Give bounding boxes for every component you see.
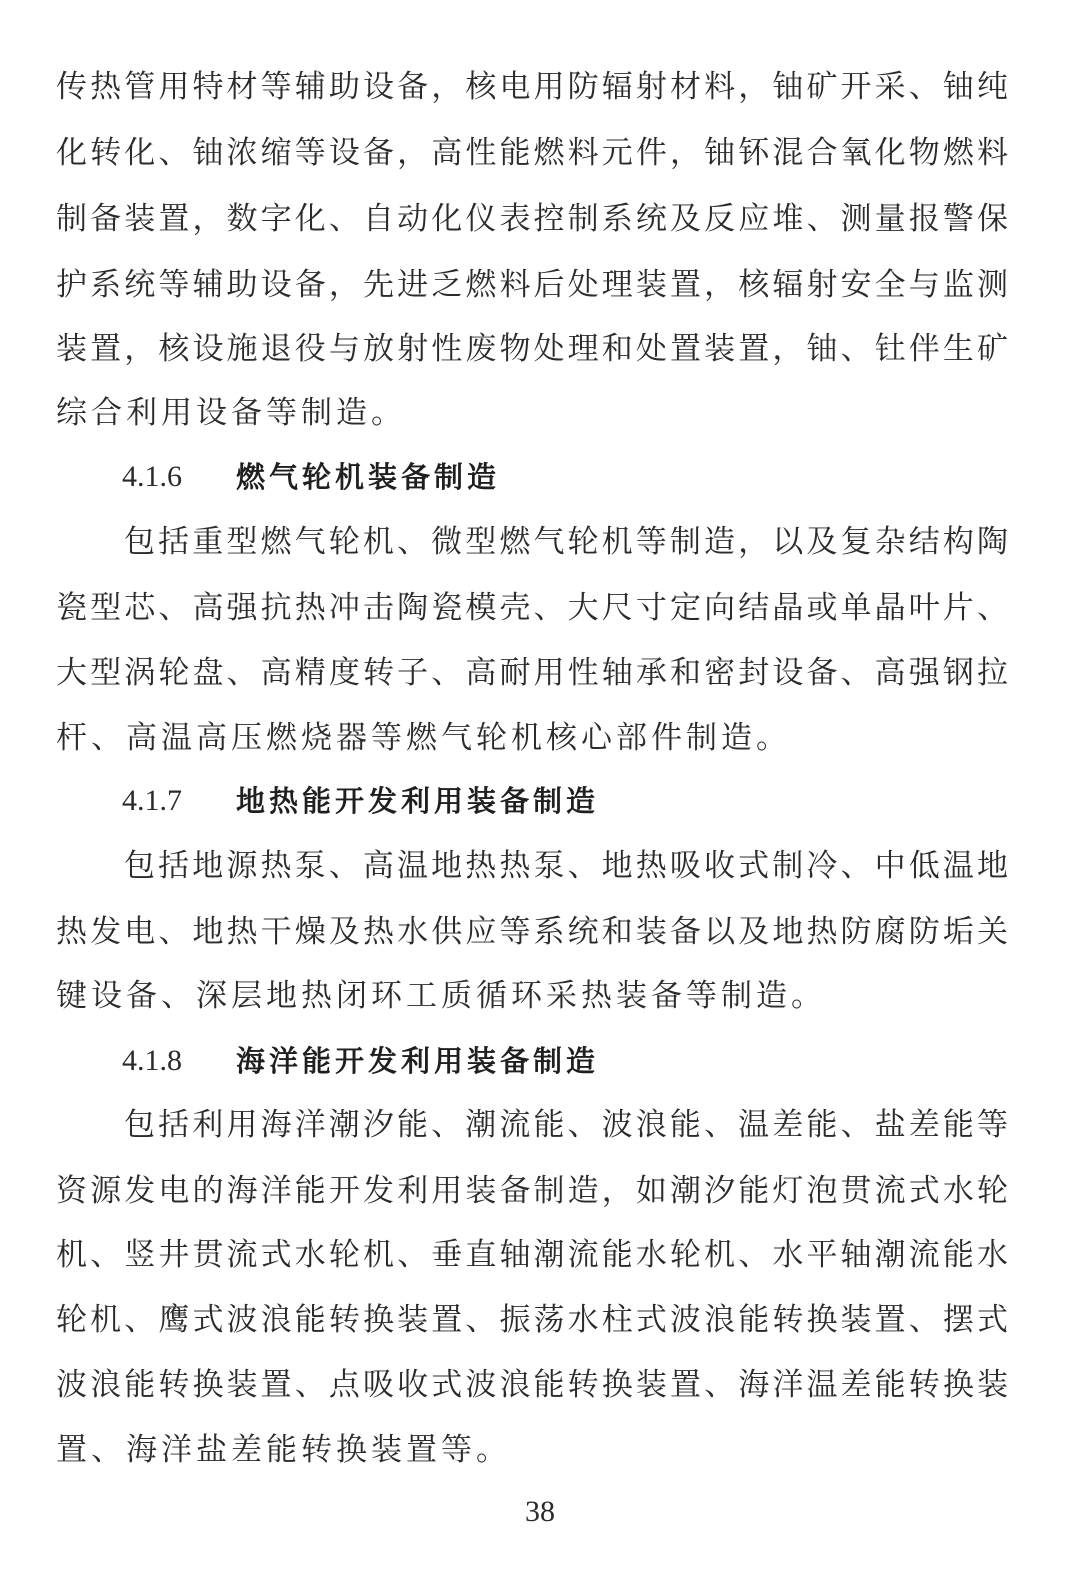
- section-number: 4.1.7: [122, 784, 182, 817]
- section-title: 地热能开发利用装备制造: [236, 784, 600, 818]
- paragraph-line: 制备装置，数字化、自动化仪表控制系统及反应堆、测量报警保: [56, 201, 1008, 237]
- paragraph-line: 传热管用特材等辅助设备，核电用防辐射材料，铀矿开采、铀纯: [56, 69, 1008, 105]
- paragraph-line: 包括重型燃气轮机、微型燃气轮机等制造，以及复杂结构陶: [124, 524, 1008, 560]
- paragraph-line: 波浪能转换装置、点吸收式波浪能转换装置、海洋温差能转换装: [56, 1367, 1008, 1403]
- paragraph-line: 机、竖井贯流式水轮机、垂直轴潮流能水轮机、水平轴潮流能水: [56, 1237, 1008, 1273]
- paragraph-line: 热发电、地热干燥及热水供应等系统和装备以及地热防腐防垢关: [56, 914, 1008, 950]
- paragraph-line: 轮机、鹰式波浪能转换装置、振荡水柱式波浪能转换装置、摆式: [56, 1302, 1008, 1338]
- paragraph-line: 大型涡轮盘、高精度转子、高耐用性轴承和密封设备、高强钢拉: [56, 655, 1008, 691]
- paragraph-line: 化转化、铀浓缩等设备，高性能燃料元件，铀钚混合氧化物燃料: [56, 135, 1008, 171]
- section-number: 4.1.6: [122, 460, 182, 493]
- section-number: 4.1.8: [122, 1044, 182, 1077]
- paragraph-line: 综合利用设备等制造。: [56, 395, 406, 431]
- paragraph-line: 杆、高温高压燃烧器等燃气轮机核心部件制造。: [56, 720, 791, 756]
- paragraph-line: 护系统等辅助设备，先进乏燃料后处理装置，核辐射安全与监测: [56, 267, 1008, 303]
- paragraph-line: 资源发电的海洋能开发利用装备制造，如潮汐能灯泡贯流式水轮: [56, 1173, 1008, 1209]
- section-title: 海洋能开发利用装备制造: [236, 1044, 600, 1078]
- paragraph-line: 瓷型芯、高强抗热冲击陶瓷模壳、大尺寸定向结晶或单晶叶片、: [56, 590, 1008, 626]
- paragraph-line: 包括地源热泵、高温地热热泵、地热吸收式制冷、中低温地: [124, 848, 1008, 884]
- paragraph-line: 装置，核设施退役与放射性废物处理和处置装置，铀、钍伴生矿: [56, 331, 1008, 367]
- page-number: 38: [525, 1495, 555, 1528]
- paragraph-line: 键设备、深层地热闭环工质循环采热装备等制造。: [56, 978, 826, 1014]
- paragraph-line: 置、海洋盐差能转换装置等。: [56, 1432, 511, 1468]
- section-title: 燃气轮机装备制造: [236, 460, 501, 494]
- paragraph-line: 包括利用海洋潮汐能、潮流能、波浪能、温差能、盐差能等: [124, 1107, 1008, 1143]
